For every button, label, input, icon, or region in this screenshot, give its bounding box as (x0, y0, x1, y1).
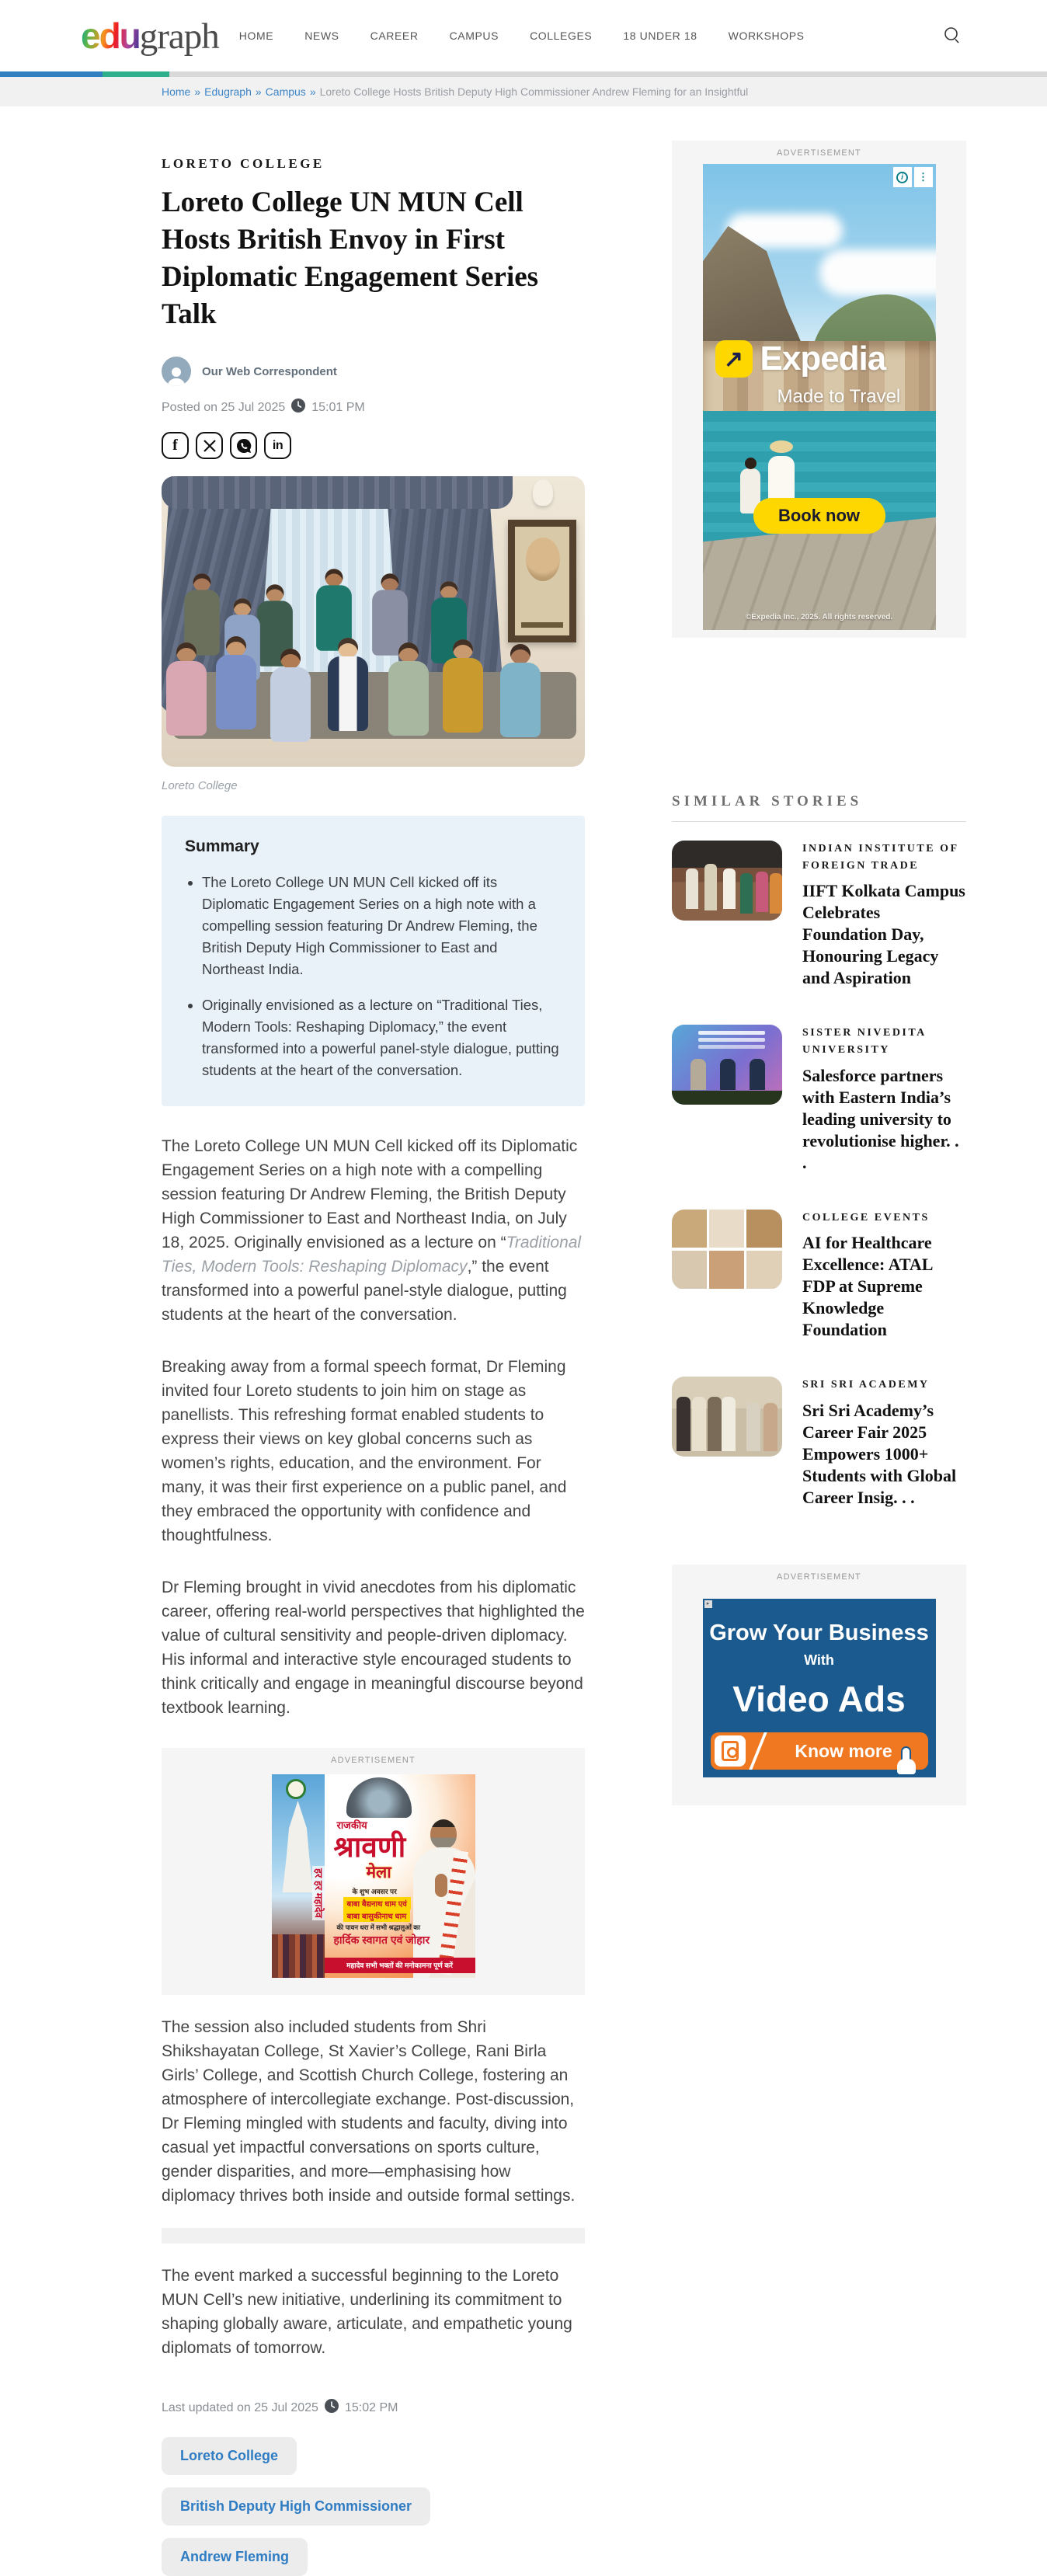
breadcrumb-campus[interactable]: Campus (265, 85, 306, 98)
posted-row (162, 399, 585, 416)
expedia-tagline: Made to Travel (777, 386, 901, 407)
story-headline[interactable]: Salesforce partners with Eastern India’s leading university to revolutionise higher. . . (802, 1065, 959, 1172)
paragraph-italic-text: Traditional Ties, Modern Tools: Reshaping Diplomacy (162, 1234, 582, 1276)
story-thumbnail (672, 1377, 782, 1457)
story-thumbnail (672, 1025, 782, 1105)
know-more-button[interactable] (711, 1732, 928, 1770)
story-thumbnail (672, 841, 782, 921)
video-ads-ad[interactable] (703, 1599, 936, 1777)
ad-shape (435, 1874, 447, 1897)
ad-text: की पावन धरा में सभी श्रद्धालुओं का (336, 1923, 420, 1931)
paragraph-text: The Loreto College UN MUN Cell kicked off its Diplomatic Engagement Series on a high note with a compelling session featuring Dr Andrew Fleming, the British Deputy High Commissioner to East and Northeast India, on July 18, 2025. Originally envisioned as a lecture on “ (162, 1137, 578, 1251)
tag-loreto-college[interactable]: Loreto College (162, 2437, 297, 2475)
ad-text: बाबा बासुकीनाथ धाम (343, 1909, 411, 1922)
breadcrumb (81, 77, 966, 106)
share-linkedin-button[interactable] (264, 432, 291, 459)
site-header (0, 0, 1047, 71)
breadcrumb-separator: » (194, 85, 201, 98)
story-headline[interactable]: IIFT Kolkata Campus Celebrates Foundation Day, Honouring Legacy and Aspiration (802, 881, 965, 988)
progress-segment-green (103, 71, 169, 77)
tag-andrew-fleming[interactable]: Andrew Fleming (162, 2538, 308, 2576)
story-category[interactable]: SISTER NIVEDITA UNIVERSITY (802, 1027, 927, 1057)
ad-figure (430, 1819, 457, 1849)
posted-date: Posted on 25 Jul 2025 (162, 400, 286, 414)
ad-text: With (804, 1652, 834, 1669)
video-doc-icon (715, 1735, 746, 1767)
facebook-icon: f (172, 437, 178, 454)
clock-icon (291, 399, 305, 416)
article-photo[interactable] (162, 476, 585, 767)
last-updated-row (162, 2399, 585, 2417)
similar-stories-title: SIMILAR STORIES (672, 793, 966, 822)
last-updated-date: Last updated on 25 Jul 2025 (162, 2400, 318, 2414)
article-paragraph-3: Dr Fleming brought in vivid anecdotes from his diplomatic career, offering real-world perspectives that highlighted the value of cultural sensitivity and people-driven diplomacy. His informal and interactive style encouraged students to think critically and engage in meaningful discourse beyond textbook learning. (162, 1579, 585, 1717)
story-category[interactable]: COLLEGE EVENTS (802, 1211, 930, 1224)
x-icon (203, 440, 216, 452)
ad-menu-icon[interactable]: ⋮ (914, 167, 933, 187)
breadcrumb-edugraph[interactable]: Edugraph (204, 85, 252, 98)
nav-workshops[interactable]: WORKSHOPS (728, 30, 805, 42)
nav-18-under-18[interactable]: 18 UNDER 18 (623, 30, 697, 42)
ad-controls (893, 167, 933, 187)
sidebar (672, 106, 966, 1805)
tag-british-deputy-high-commissioner[interactable]: British Deputy High Commissioner (162, 2487, 430, 2526)
breadcrumb-bar (0, 77, 1047, 106)
posted-time: 15:01 PM (311, 400, 365, 414)
clock-icon (325, 2399, 339, 2417)
share-whatsapp-button[interactable] (230, 432, 257, 459)
ad-text: Video Ads (732, 1679, 906, 1720)
search-button[interactable] (938, 21, 966, 51)
shivling-illustration (346, 1777, 412, 1818)
advertisement-label: ADVERTISEMENT (777, 1572, 861, 1582)
share-facebook-button[interactable] (162, 432, 189, 459)
similar-story-1[interactable] (672, 841, 966, 989)
expedia-copyright: ©Expedia Inc., 2025. All rights reserved. (745, 613, 893, 621)
state-emblem (286, 1779, 306, 1799)
search-icon (943, 35, 962, 47)
expedia-arrow-icon: ↗ (715, 340, 753, 378)
story-text (802, 1210, 966, 1342)
inline-ad-container (162, 1748, 585, 1995)
article-paragraph-5: The event marked a successful beginning to the Loreto MUN Cell’s new initiative, underlining its commitment to shaping globally aware, articulate, and empathetic young diplomats of tomorrow. (162, 2267, 572, 2357)
tag-list (162, 2437, 534, 2576)
ad-text: महादेव सभी भक्तों की मनोकामना पूर्ण करें (325, 1958, 475, 1973)
nav-news[interactable]: NEWS (304, 30, 339, 42)
summary-bullet: • The Loreto College UN MUN Cell kicked off its Diplomatic Engagement Series on a high note with a compelling session featuring Dr Andrew Fleming, the British Deputy High Commissioner to East and Northeast India. (202, 872, 562, 980)
author-row (162, 357, 585, 386)
know-more-label: Know more (795, 1740, 892, 1761)
photo-shape (533, 479, 553, 506)
story-headline[interactable]: AI for Healthcare Excellence: ATAL FDP at Supreme Knowledge Foundation (802, 1233, 933, 1340)
photo-shape (508, 520, 576, 642)
similar-story-3[interactable] (672, 1210, 966, 1342)
expedia-brand-text: Expedia (760, 339, 886, 378)
breadcrumb-separator: » (255, 85, 262, 98)
summary-title: Summary (185, 837, 259, 855)
article (162, 106, 585, 2576)
ad-side-text: हर हर महादेव (312, 1866, 325, 1920)
ad-shape (819, 249, 936, 296)
article-category[interactable]: LORETO COLLEGE (162, 156, 325, 171)
ad-info-icon[interactable]: i (893, 167, 912, 187)
summary-list (185, 872, 562, 1081)
ad-text: राजकीय (336, 1819, 367, 1831)
linkedin-icon: in (272, 438, 283, 452)
article-paragraph-1 (162, 1134, 585, 1327)
advertisement-label: ADVERTISEMENT (331, 1756, 416, 1765)
share-x-button[interactable] (196, 432, 223, 459)
ad-shape (272, 1934, 325, 1978)
advertisement-label: ADVERTISEMENT (777, 148, 861, 158)
empty-ad-slot (162, 2228, 585, 2244)
progress-segment-blue (0, 71, 103, 77)
story-headline[interactable]: Sri Sri Academy’s Career Fair 2025 Empowers 1000+ Students with Global Career Insig. . . (802, 1401, 957, 1508)
story-text (802, 1377, 966, 1509)
similar-story-4[interactable] (672, 1377, 966, 1509)
article-paragraph-2: Breaking away from a formal speech format, Dr Fleming invited four Loreto students to join him on stage as panellists. This refreshing format enabled students to express their views on key global concerns such as women’s rights, education, and the environment. For many, it was their first experience on a public panel, and they embraced the opportunity with confidence and thoughtfulness. (162, 1358, 567, 1544)
shravani-mela-ad[interactable] (272, 1774, 475, 1978)
nav-colleges[interactable]: COLLEGES (530, 30, 593, 42)
edugraph-logo[interactable] (81, 15, 219, 57)
summary-bullet: • Originally envisioned as a lecture on “Traditional Ties, Modern Tools: Reshaping Diplomacy,” the event transformed into a powerful panel-style dialogue, putting students at the heart of the conversation. (202, 994, 562, 1081)
book-now-button[interactable]: Book now (753, 498, 885, 534)
story-text (802, 841, 966, 989)
photo-shape (162, 476, 513, 509)
article-title: Loreto College UN MUN Cell Hosts British Envoy in First Diplomatic Engagement Series Talk (162, 186, 539, 330)
main-nav (239, 30, 805, 42)
nav-career[interactable]: CAREER (370, 30, 419, 42)
story-thumbnail (672, 1210, 782, 1290)
author-name: Our Web Correspondent (202, 364, 337, 378)
ad-text: श्रावणी (333, 1832, 406, 1864)
article-hero-figure (162, 476, 585, 792)
similar-story-2[interactable] (672, 1025, 966, 1173)
ad-text: हार्दिक स्वागत एवं जोहार (333, 1934, 430, 1946)
breadcrumb-current: Loreto College Hosts British Deputy High Commissioner Andrew Fleming for an Insightful (319, 85, 749, 98)
image-caption: Loreto College (162, 779, 238, 792)
hand-cursor-icon (897, 1748, 917, 1774)
breadcrumb-home[interactable]: Home (162, 85, 191, 98)
reading-progress-bar (0, 71, 1047, 77)
adchoices-icon[interactable]: ▸ (704, 1600, 712, 1608)
ad-text: मेला (366, 1864, 391, 1882)
share-row (162, 432, 585, 459)
author-avatar (162, 357, 191, 386)
paragraph-text: ,” the event transformed into a powerful panel-style dialogue, putting students at the heart of the conversation. (162, 1258, 567, 1324)
logo-graph: graph (139, 16, 219, 57)
nav-campus[interactable]: CAMPUS (449, 30, 499, 42)
story-category[interactable]: SRI SRI ACADEMY (802, 1379, 930, 1391)
summary-box (162, 816, 585, 1106)
expedia-logo (715, 339, 886, 378)
expedia-ad[interactable] (703, 164, 936, 630)
story-text (802, 1025, 966, 1173)
whatsapp-icon (236, 438, 252, 454)
ad-text: के शुभ अवसर पर (352, 1888, 397, 1895)
story-category[interactable]: INDIAN INSTITUTE OF FOREIGN TRADE (802, 843, 959, 872)
last-updated-time: 15:02 PM (344, 2400, 398, 2414)
breadcrumb-separator: » (309, 85, 316, 98)
ad-text: Grow Your Business (709, 1620, 929, 1646)
article-paragraph-4: The session also included students from Shri Shikshayatan College, St Xavier’s College, Rani Birla Girls’ College, and Scottish Church College, fostering an atmosphere of intercollegiate exchange. Post-discussion, Dr Fleming mingled with students and faculty, diving into casual yet impactful conversations on sports culture, gender disparities, and more—emphasising how diplomacy thrives both inside and outside formal settings. (162, 2018, 576, 2205)
ad-text: बाबा बैद्यनाथ धाम एवं (343, 1897, 411, 1909)
sidebar-ad-container (672, 141, 966, 638)
logo-edu: edu (81, 15, 140, 56)
nav-home[interactable]: HOME (238, 30, 274, 42)
sidebar-ad-container-2 (672, 1565, 966, 1805)
